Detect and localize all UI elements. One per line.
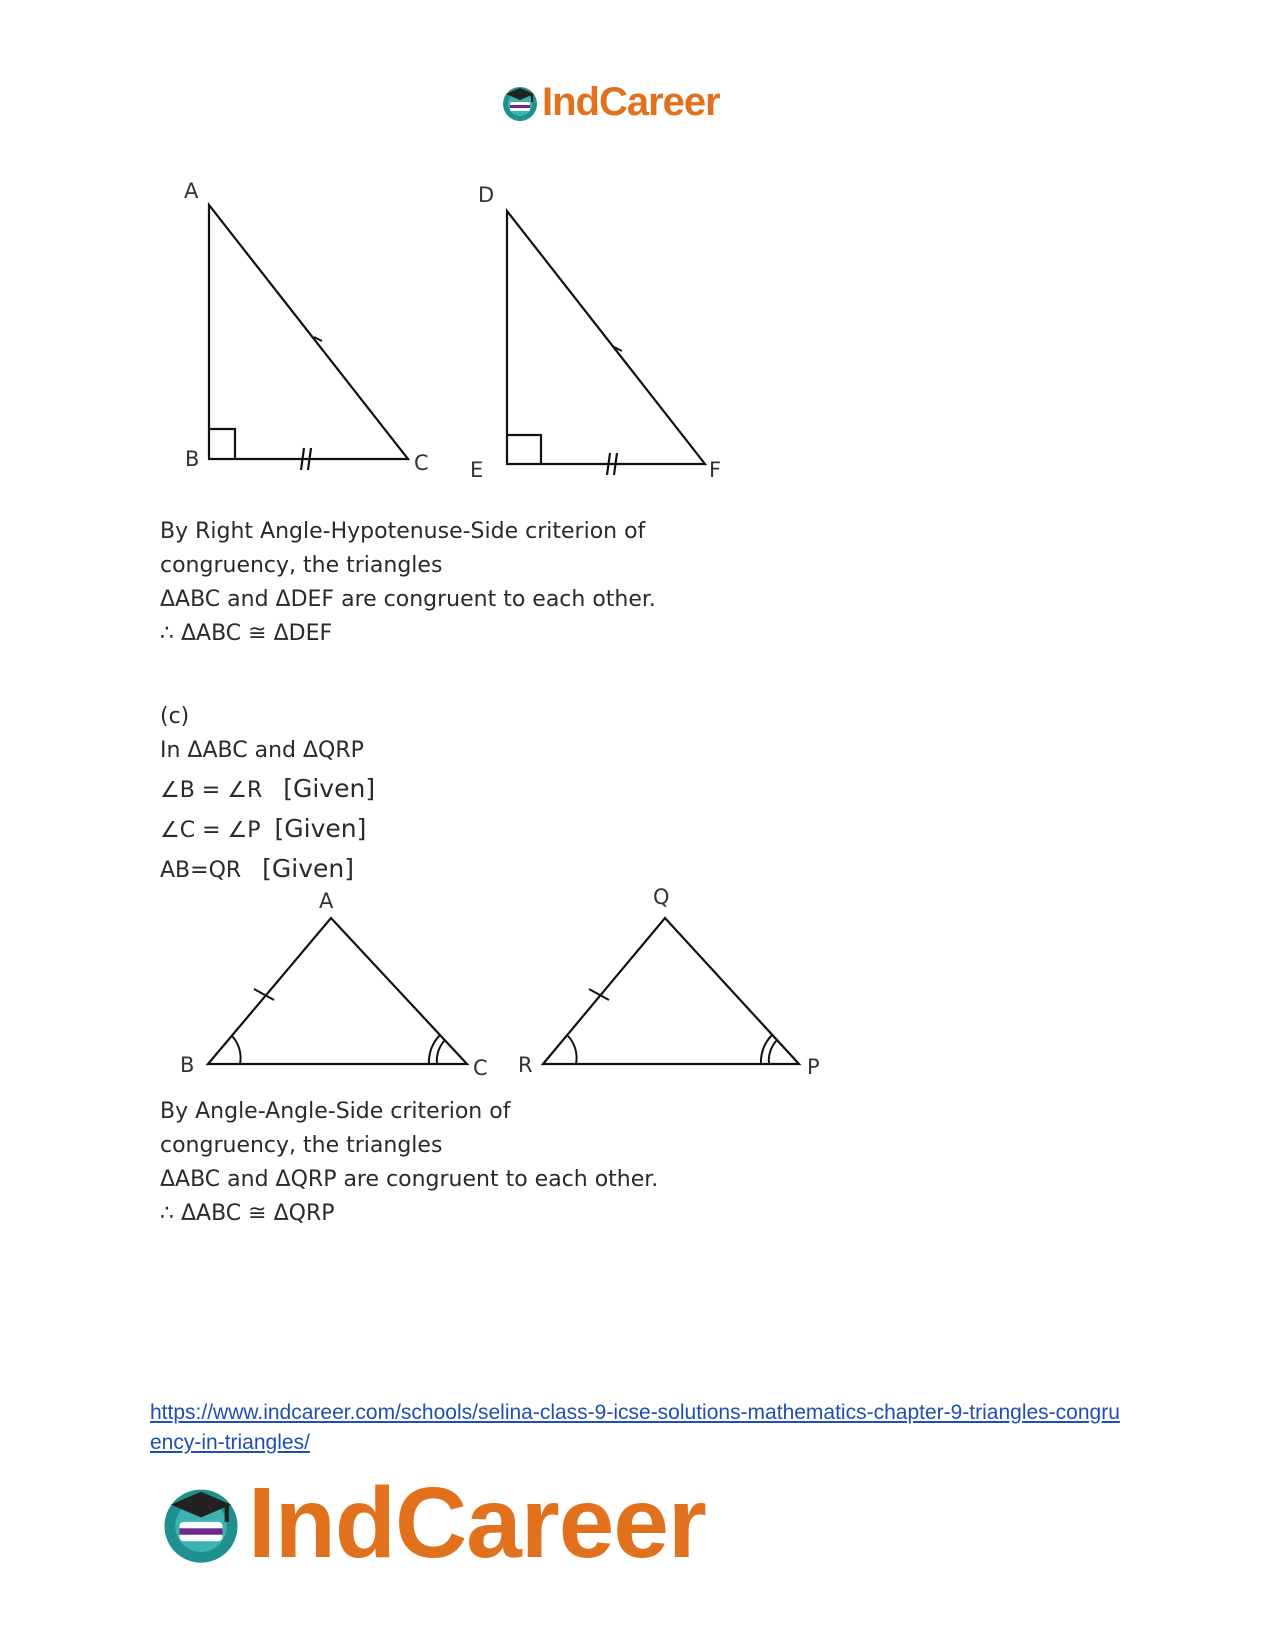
- logo-text: IndCareer: [542, 80, 720, 124]
- vertex-label-c: C: [414, 451, 429, 475]
- aas-conclusion: [160, 1095, 658, 1231]
- given-line: [160, 770, 375, 810]
- text-line: congruency, the triangles: [160, 553, 443, 578]
- given-statement: ∠B = ∠R: [160, 778, 263, 803]
- rhs-conclusion: [160, 515, 656, 651]
- given-line: [160, 810, 375, 850]
- text-line: ΔABC and ΔQRP are congruent to each other.: [160, 1167, 659, 1192]
- vertex-label-f: F: [709, 458, 722, 482]
- header-logo: [500, 80, 720, 125]
- part-label: (c): [160, 704, 190, 729]
- graduation-globe-icon: [500, 83, 540, 123]
- text-line: congruency, the triangles: [160, 1133, 443, 1158]
- part-intro: In ΔABC and ΔQRP: [160, 738, 364, 763]
- logo-text: IndCareer: [248, 1467, 706, 1579]
- vertex-label-b: B: [180, 1053, 195, 1077]
- text-line: ΔABC and ΔDEF are congruent to each other.: [160, 587, 656, 612]
- part-c-given: [160, 698, 375, 890]
- text-line: ∴ ΔABC ≅ ΔDEF: [160, 621, 333, 646]
- footer-logo: [158, 1466, 706, 1581]
- text-line: By Angle-Angle-Side criterion of: [160, 1099, 511, 1124]
- given-statement: AB=QR: [160, 858, 242, 883]
- graduation-globe-icon: [158, 1481, 244, 1567]
- given-statement: ∠C = ∠P: [160, 818, 261, 843]
- vertex-label-a: A: [319, 889, 334, 913]
- vertex-label-d: D: [478, 183, 495, 207]
- aas-triangles-figure: [175, 880, 835, 1080]
- vertex-label-c: C: [473, 1056, 488, 1080]
- triangle-def: [507, 211, 705, 464]
- given-reason: [Given]: [262, 854, 355, 883]
- triangle-abc: [209, 205, 408, 459]
- text-line: By Right Angle-Hypotenuse-Side criterion of: [160, 519, 646, 544]
- source-link[interactable]: https://www.indcareer.com/schools/selina-class-9-icse-solutions-mathematics-chapter-9-triangles-congruency-in-triangles/: [150, 1401, 1120, 1454]
- vertex-label-p: P: [807, 1055, 820, 1079]
- text-line: ∴ ΔABC ≅ ΔQRP: [160, 1201, 335, 1226]
- vertex-label-q: Q: [653, 885, 670, 909]
- given-reason: [Given]: [274, 814, 367, 843]
- triangle-abc: [208, 918, 467, 1064]
- right-angle-mark-e: [507, 435, 541, 464]
- vertex-label-e: E: [470, 458, 484, 482]
- vertex-label-r: R: [518, 1053, 533, 1077]
- triangle-qrp: [543, 918, 799, 1064]
- vertex-label-a: A: [184, 179, 199, 203]
- right-angle-mark-b: [209, 429, 235, 459]
- vertex-label-b: B: [185, 447, 200, 471]
- rhs-triangles-figure: [180, 178, 760, 498]
- given-reason: [Given]: [283, 774, 376, 803]
